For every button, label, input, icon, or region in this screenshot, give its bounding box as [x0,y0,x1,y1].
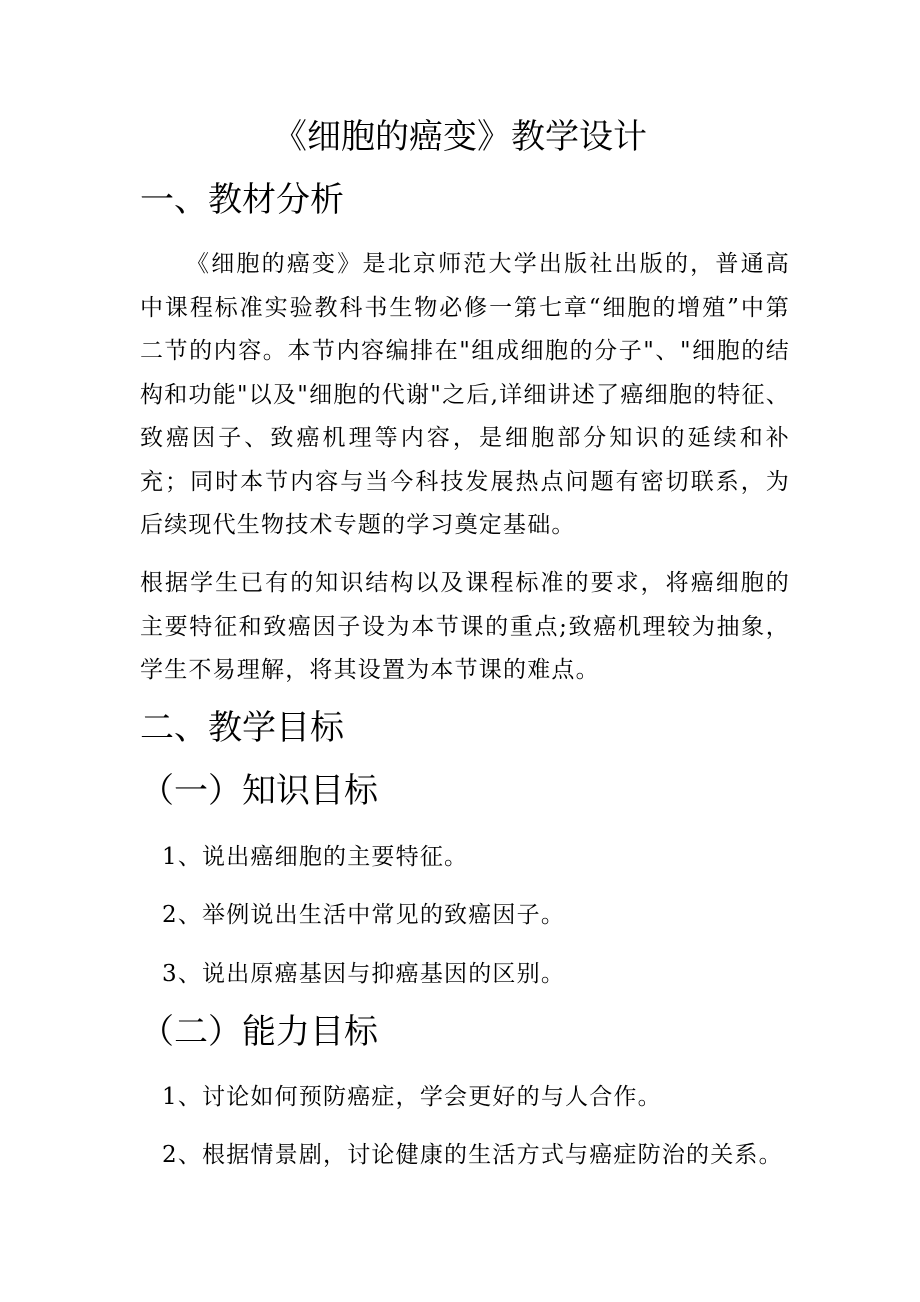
section-heading-teaching-goals: 二、教学目标 [140,708,344,748]
knowledge-goal-item: 2、举例说出生活中常见的致癌因子。 [162,902,566,928]
knowledge-goal-item: 1、说出癌细胞的主要特征。 [162,844,469,870]
ability-goal-item: 1、讨论如何预防癌症，学会更好的与人合作。 [162,1084,662,1110]
subsection-heading-ability-goals: （二）能力目标 [140,1012,378,1052]
ability-goal-item: 2、根据情景剧，讨论健康的生活方式与癌症防治的关系。 [162,1142,783,1168]
knowledge-goal-item: 3、说出原癌基因与抑癌基因的区别。 [162,961,566,987]
subsection-heading-knowledge-goals: （一）知识目标 [140,771,378,811]
document-title: 《细胞的癌变》教学设计 [273,117,647,157]
material-analysis-paragraph: 《细胞的癌变》是北京师范大学出版社出版的，普通高中课程标准实验教科书生物必修一第七章“细胞的增殖”中第二节的内容。本节内容编排在"组成细胞的分子"、"细胞的结构和功能"以及"细胞的代谢"之后,详细讲述了癌细胞的特征、致癌因子、致癌机理等内容，是细胞部分知识的延续和补充；同时本节内容与当今科技发展热点问题有密切联系，为后续现代生物技术专题的学习奠定基础。 [140,251,790,538]
section-heading-material-analysis: 一、教材分析 [140,180,344,220]
key-points-paragraph: 根据学生已有的知识结构以及课程标准的要求，将癌细胞的主要特征和致癌因子设为本节课的重点;致癌机理较为抽象，学生不易理解，将其设置为本节课的难点。 [140,570,790,683]
